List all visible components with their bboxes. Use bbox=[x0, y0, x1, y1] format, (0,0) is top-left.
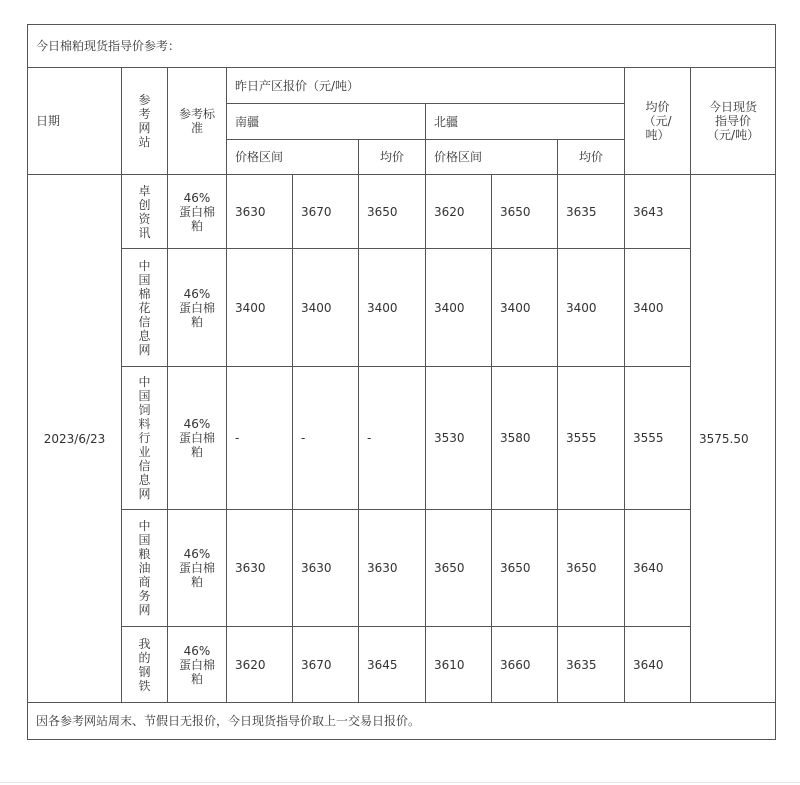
table-row bbox=[28, 510, 776, 627]
north-avg-cell: 3635 bbox=[558, 175, 625, 249]
header-region-north: 北疆 bbox=[426, 104, 625, 140]
header-source: 参考网站 bbox=[122, 68, 168, 175]
south-high-cell: - bbox=[293, 367, 359, 510]
south-avg-cell: 3630 bbox=[359, 510, 426, 627]
south-avg-cell: 3400 bbox=[359, 249, 426, 367]
south-low-cell: - bbox=[227, 367, 293, 510]
date-cell: 2023/6/23 bbox=[28, 175, 122, 703]
north-avg-cell: 3635 bbox=[558, 627, 625, 703]
table-note: 因各参考网站周末、节假日无报价，今日现货指导价取上一交易日报价。 bbox=[28, 703, 776, 740]
north-avg-cell: 3555 bbox=[558, 367, 625, 510]
header-south-price-range: 价格区间 bbox=[227, 140, 359, 175]
north-low-cell: 3400 bbox=[426, 249, 492, 367]
avg-cell: 3640 bbox=[625, 627, 691, 703]
north-avg-cell: 3650 bbox=[558, 510, 625, 627]
south-avg-cell: 3645 bbox=[359, 627, 426, 703]
header-north-avg: 均价 bbox=[558, 140, 625, 175]
south-low-cell: 3400 bbox=[227, 249, 293, 367]
south-avg-cell: - bbox=[359, 367, 426, 510]
avg-cell: 3555 bbox=[625, 367, 691, 510]
source-cell: 中国粮油商务网 bbox=[122, 510, 168, 627]
table-row bbox=[28, 627, 776, 703]
header-yesterday-quote: 昨日产区报价（元/吨） bbox=[227, 68, 625, 104]
avg-cell: 3400 bbox=[625, 249, 691, 367]
header-standard: 参考标准 bbox=[168, 68, 227, 175]
standard-cell: 46%蛋白棉粕 bbox=[168, 249, 227, 367]
header-average: 均价（元/吨） bbox=[625, 68, 691, 175]
avg-cell: 3643 bbox=[625, 175, 691, 249]
standard-cell: 46%蛋白棉粕 bbox=[168, 175, 227, 249]
standard-cell: 46%蛋白棉粕 bbox=[168, 367, 227, 510]
north-low-cell: 3530 bbox=[426, 367, 492, 510]
north-high-cell: 3580 bbox=[492, 367, 558, 510]
table-row bbox=[28, 249, 776, 367]
source-cell: 中国饲料行业信息网 bbox=[122, 367, 168, 510]
table-title: 今日棉粕现货指导价参考： bbox=[28, 25, 776, 68]
price-table bbox=[27, 24, 776, 740]
standard-cell: 46%蛋白棉粕 bbox=[168, 627, 227, 703]
today-guide-price-cell: 3575.50 bbox=[691, 175, 776, 703]
header-today-guide: 今日现货指导价（元/吨） bbox=[691, 68, 776, 175]
north-low-cell: 3620 bbox=[426, 175, 492, 249]
header-region-south: 南疆 bbox=[227, 104, 426, 140]
north-high-cell: 3650 bbox=[492, 510, 558, 627]
south-low-cell: 3620 bbox=[227, 627, 293, 703]
page-divider bbox=[0, 782, 800, 783]
avg-cell: 3640 bbox=[625, 510, 691, 627]
north-avg-cell: 3400 bbox=[558, 249, 625, 367]
source-cell: 我的钢铁 bbox=[122, 627, 168, 703]
south-high-cell: 3670 bbox=[293, 627, 359, 703]
south-high-cell: 3400 bbox=[293, 249, 359, 367]
table-row bbox=[28, 367, 776, 510]
header-south-avg: 均价 bbox=[359, 140, 426, 175]
source-cell: 中国棉花信息网 bbox=[122, 249, 168, 367]
south-avg-cell: 3650 bbox=[359, 175, 426, 249]
header-north-price-range: 价格区间 bbox=[426, 140, 558, 175]
south-low-cell: 3630 bbox=[227, 175, 293, 249]
north-high-cell: 3400 bbox=[492, 249, 558, 367]
south-low-cell: 3630 bbox=[227, 510, 293, 627]
standard-cell: 46%蛋白棉粕 bbox=[168, 510, 227, 627]
south-high-cell: 3670 bbox=[293, 175, 359, 249]
north-low-cell: 3650 bbox=[426, 510, 492, 627]
north-low-cell: 3610 bbox=[426, 627, 492, 703]
header-date: 日期 bbox=[28, 68, 122, 175]
source-cell: 卓创资讯 bbox=[122, 175, 168, 249]
table-row bbox=[28, 175, 776, 249]
south-high-cell: 3630 bbox=[293, 510, 359, 627]
north-high-cell: 3660 bbox=[492, 627, 558, 703]
north-high-cell: 3650 bbox=[492, 175, 558, 249]
